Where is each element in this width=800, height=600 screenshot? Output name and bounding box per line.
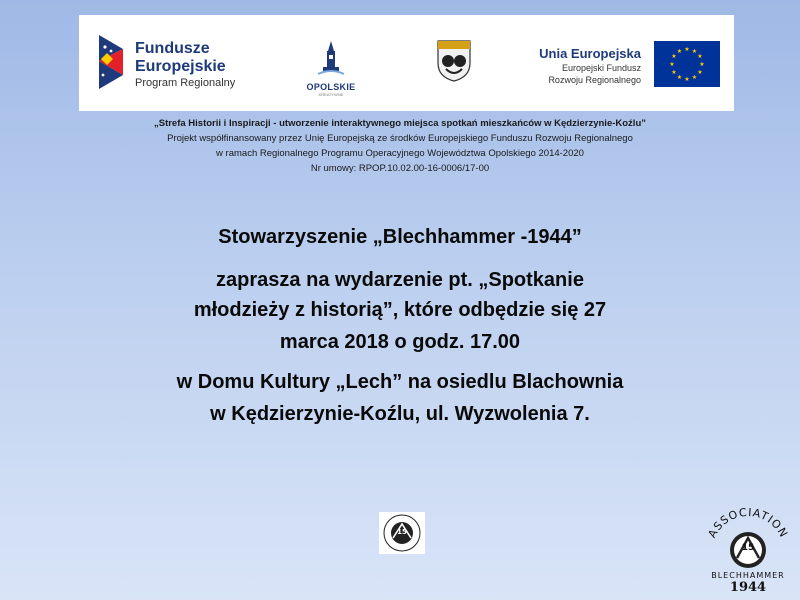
organization-name: Stowarzyszenie „Blechhammer -1944” bbox=[218, 226, 582, 248]
fe-title-1: Fundusze bbox=[135, 40, 210, 57]
fundusze-europejskie-logo-icon bbox=[93, 31, 129, 93]
invitation-line-2: młodzieży z historią”, które odbędzie się 27 bbox=[193, 299, 607, 321]
association-badge-small bbox=[379, 512, 425, 554]
ue-sub-1: Europejski Fundusz bbox=[561, 63, 641, 73]
svg-text:★: ★ bbox=[671, 53, 677, 60]
svg-text:★: ★ bbox=[676, 74, 683, 81]
ue-sub-2: Rozwoju Regionalnego bbox=[548, 75, 641, 85]
ue-title: Unia Europejska bbox=[539, 46, 641, 61]
project-info bbox=[0, 116, 800, 176]
svg-text:★: ★ bbox=[697, 53, 703, 60]
association-emblem-small-icon bbox=[379, 512, 425, 554]
opolskie-logo bbox=[301, 41, 361, 97]
opolskie-sublabel: KREATYWNE bbox=[318, 92, 344, 97]
badge-number: 15 bbox=[741, 543, 755, 553]
svg-text:★: ★ bbox=[684, 76, 690, 83]
fe-title-2: Europejskie bbox=[135, 58, 226, 75]
eu-flag-icon bbox=[654, 41, 720, 87]
project-line-1: Projekt współfinansowany przez Unię Europejską ze środków Europejskiego Funduszu Rozwoju Regionalnego bbox=[167, 133, 633, 144]
opolskie-tower-icon bbox=[316, 41, 346, 77]
invitation-line-5: w Kędzierzynie-Koźlu, ul. Wyzwolenia 7. bbox=[210, 403, 590, 425]
svg-text:★: ★ bbox=[676, 48, 683, 55]
logo-bar bbox=[79, 15, 734, 111]
unia-europejska-text bbox=[531, 45, 641, 86]
invitation-line-3: marca 2018 o godz. 17.00 bbox=[279, 331, 521, 353]
svg-text:★: ★ bbox=[669, 61, 675, 68]
svg-text:ASSOCIATION: ASSOCIATION bbox=[705, 508, 791, 541]
invitation-line-4: w Domu Kultury „Lech” na osiedlu Blachownia bbox=[176, 371, 624, 393]
badge-small-number: 15 bbox=[397, 528, 407, 536]
association-badge bbox=[702, 508, 794, 598]
opolskie-label: OPOLSKIE bbox=[306, 82, 356, 92]
association-emblem-icon bbox=[702, 508, 794, 584]
badge-year: 1944 bbox=[729, 580, 767, 595]
svg-text:★: ★ bbox=[697, 69, 703, 76]
svg-text:★: ★ bbox=[691, 74, 698, 81]
invitation-line-1: zaprasza na wydarzenie pt. „Spotkanie bbox=[216, 269, 584, 291]
svg-text:★: ★ bbox=[684, 46, 690, 53]
svg-text:★: ★ bbox=[699, 61, 705, 68]
kedzierzyn-kozle-crest-icon bbox=[436, 39, 472, 83]
svg-text:★: ★ bbox=[691, 48, 698, 55]
svg-text:BLECHHAMMER: BLECHHAMMER bbox=[711, 571, 785, 580]
fundusze-europejskie-text bbox=[135, 40, 235, 91]
project-title: „Strefa Historii i Inspiracji - utworzenie interaktywnego miejsca spotkań mieszkańców w Kędzierzynie-Koźlu” bbox=[153, 118, 646, 129]
project-contract: Nr umowy: RPOP.10.02.00-16-0006/17-00 bbox=[310, 163, 490, 174]
svg-text:★: ★ bbox=[671, 69, 677, 76]
fe-subtitle: Program Regionalny bbox=[135, 77, 236, 89]
project-line-2: w ramach Regionalnego Programu Operacyjnego Województwa Opolskiego 2014-2020 bbox=[216, 148, 584, 159]
